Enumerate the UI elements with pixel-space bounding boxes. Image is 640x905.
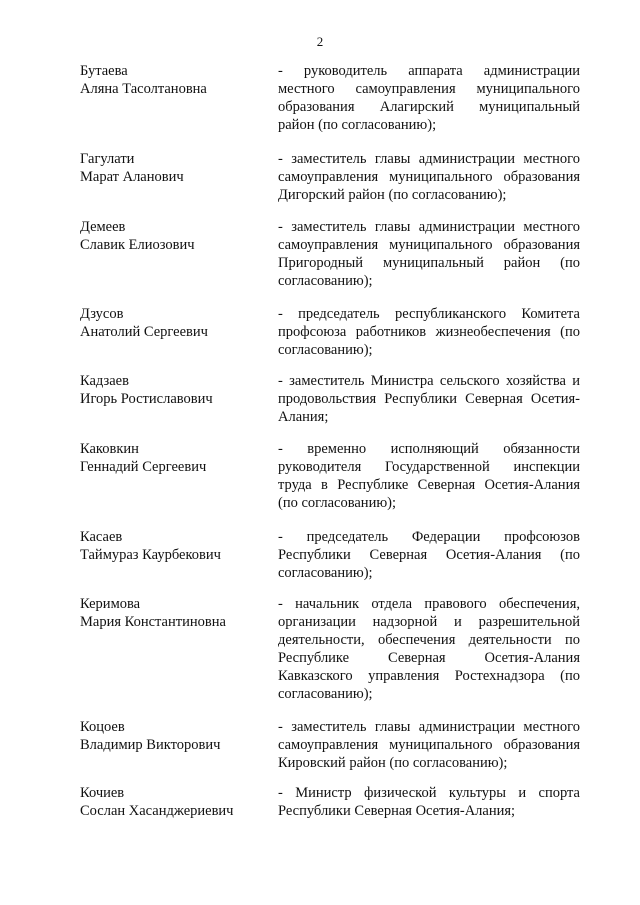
member-name: [80, 528, 270, 564]
member-given-name: Владимир Викторович: [80, 737, 221, 753]
member-name: [80, 218, 270, 254]
member-name: [80, 62, 270, 98]
member-position: [278, 150, 580, 204]
member-position: [278, 305, 580, 359]
member-surname: Коцоев: [80, 719, 125, 735]
member-name: [80, 718, 270, 754]
member-position: [278, 528, 580, 582]
position-line: образования Алагирский муниципальный: [278, 99, 580, 115]
member-given-name: Геннадий Сергеевич: [80, 459, 207, 475]
position-line: Республики Северная Осетия-Алания (по: [278, 547, 580, 563]
member-given-name: Мария Константиновна: [80, 614, 226, 630]
position-line: самоуправления муниципального образования: [278, 737, 580, 753]
position-line: Дигорский район (по согласованию);: [278, 187, 507, 203]
member-given-name: Игорь Ростиславович: [80, 391, 213, 407]
position-line: Республике Северная Осетия-Алания: [278, 650, 580, 666]
page-number: 2: [316, 34, 324, 49]
member-given-name: Анатолий Сергеевич: [80, 324, 208, 340]
position-line: - заместитель главы администрации местного: [278, 151, 580, 167]
position-line: руководителя Государственной инспекции: [278, 459, 580, 475]
position-line: труда в Республике Северная Осетия-Алания: [278, 477, 580, 493]
position-line: - Министр физической культуры и спорта: [278, 785, 580, 801]
position-line: согласованию);: [278, 565, 373, 581]
position-line: самоуправления муниципального образования: [278, 169, 580, 185]
member-position: [278, 440, 580, 512]
position-line: - заместитель главы администрации местного: [278, 719, 580, 735]
position-line: - руководитель аппарата администрации: [278, 63, 580, 79]
position-line: продовольствия Республики Северная Осетия-: [278, 391, 580, 407]
member-surname: Кочиев: [80, 785, 125, 801]
position-line: согласованию);: [278, 273, 373, 289]
position-line: местного самоуправления муниципального: [278, 81, 580, 97]
position-line: (по согласованию);: [278, 495, 397, 511]
position-line: - заместитель Министра сельского хозяйства и: [278, 373, 580, 389]
position-line: согласованию);: [278, 686, 373, 702]
member-surname: Дзусов: [80, 306, 124, 322]
member-given-name: Сослан Хасанджериевич: [80, 803, 234, 819]
position-line: Пригородный муниципальный район (по: [278, 255, 580, 271]
member-name: [80, 440, 270, 476]
member-name: [80, 595, 270, 631]
position-line: - заместитель главы администрации местного: [278, 219, 580, 235]
position-line: - председатель республиканского Комитета: [278, 306, 580, 322]
position-line: - председатель Федерации профсоюзов: [278, 529, 580, 545]
member-name: [80, 150, 270, 186]
member-given-name: Славик Елиозович: [80, 237, 195, 253]
member-surname: Бутаева: [80, 63, 128, 79]
position-line: Кавказского управления Ростехнадзора (по: [278, 668, 580, 684]
member-name: [80, 372, 270, 408]
member-given-name: Марат Аланович: [80, 169, 184, 185]
position-line: район (по согласованию);: [278, 117, 437, 133]
member-surname: Демеев: [80, 219, 126, 235]
member-position: [278, 595, 580, 703]
member-position: [278, 718, 580, 772]
member-given-name: Аляна Тасолтановна: [80, 81, 207, 97]
member-position: [278, 372, 580, 426]
position-line: самоуправления муниципального образования: [278, 237, 580, 253]
member-surname: Керимова: [80, 596, 141, 612]
member-name: [80, 784, 270, 820]
position-line: согласованию);: [278, 342, 373, 358]
member-position: [278, 62, 580, 134]
member-surname: Касаев: [80, 529, 123, 545]
position-line: Кировский район (по согласованию);: [278, 755, 508, 771]
member-surname: Кадзаев: [80, 373, 129, 389]
position-line: профсоюза работников жизнеобеспечения (по: [278, 324, 580, 340]
member-position: [278, 784, 580, 820]
position-line: - временно исполняющий обязанности: [278, 441, 580, 457]
position-line: - начальник отдела правового обеспечения,: [278, 596, 580, 612]
member-position: [278, 218, 580, 290]
position-line: деятельности, обеспечения деятельности по: [278, 632, 580, 648]
position-line: Республики Северная Осетия-Алания;: [278, 803, 516, 819]
member-given-name: Таймураз Каурбекович: [80, 547, 221, 563]
member-surname: Каковкин: [80, 441, 139, 457]
member-surname: Гагулати: [80, 151, 135, 167]
member-name: [80, 305, 270, 341]
position-line: Алания;: [278, 409, 329, 425]
position-line: организации надзорной и разрешительной: [278, 614, 580, 630]
